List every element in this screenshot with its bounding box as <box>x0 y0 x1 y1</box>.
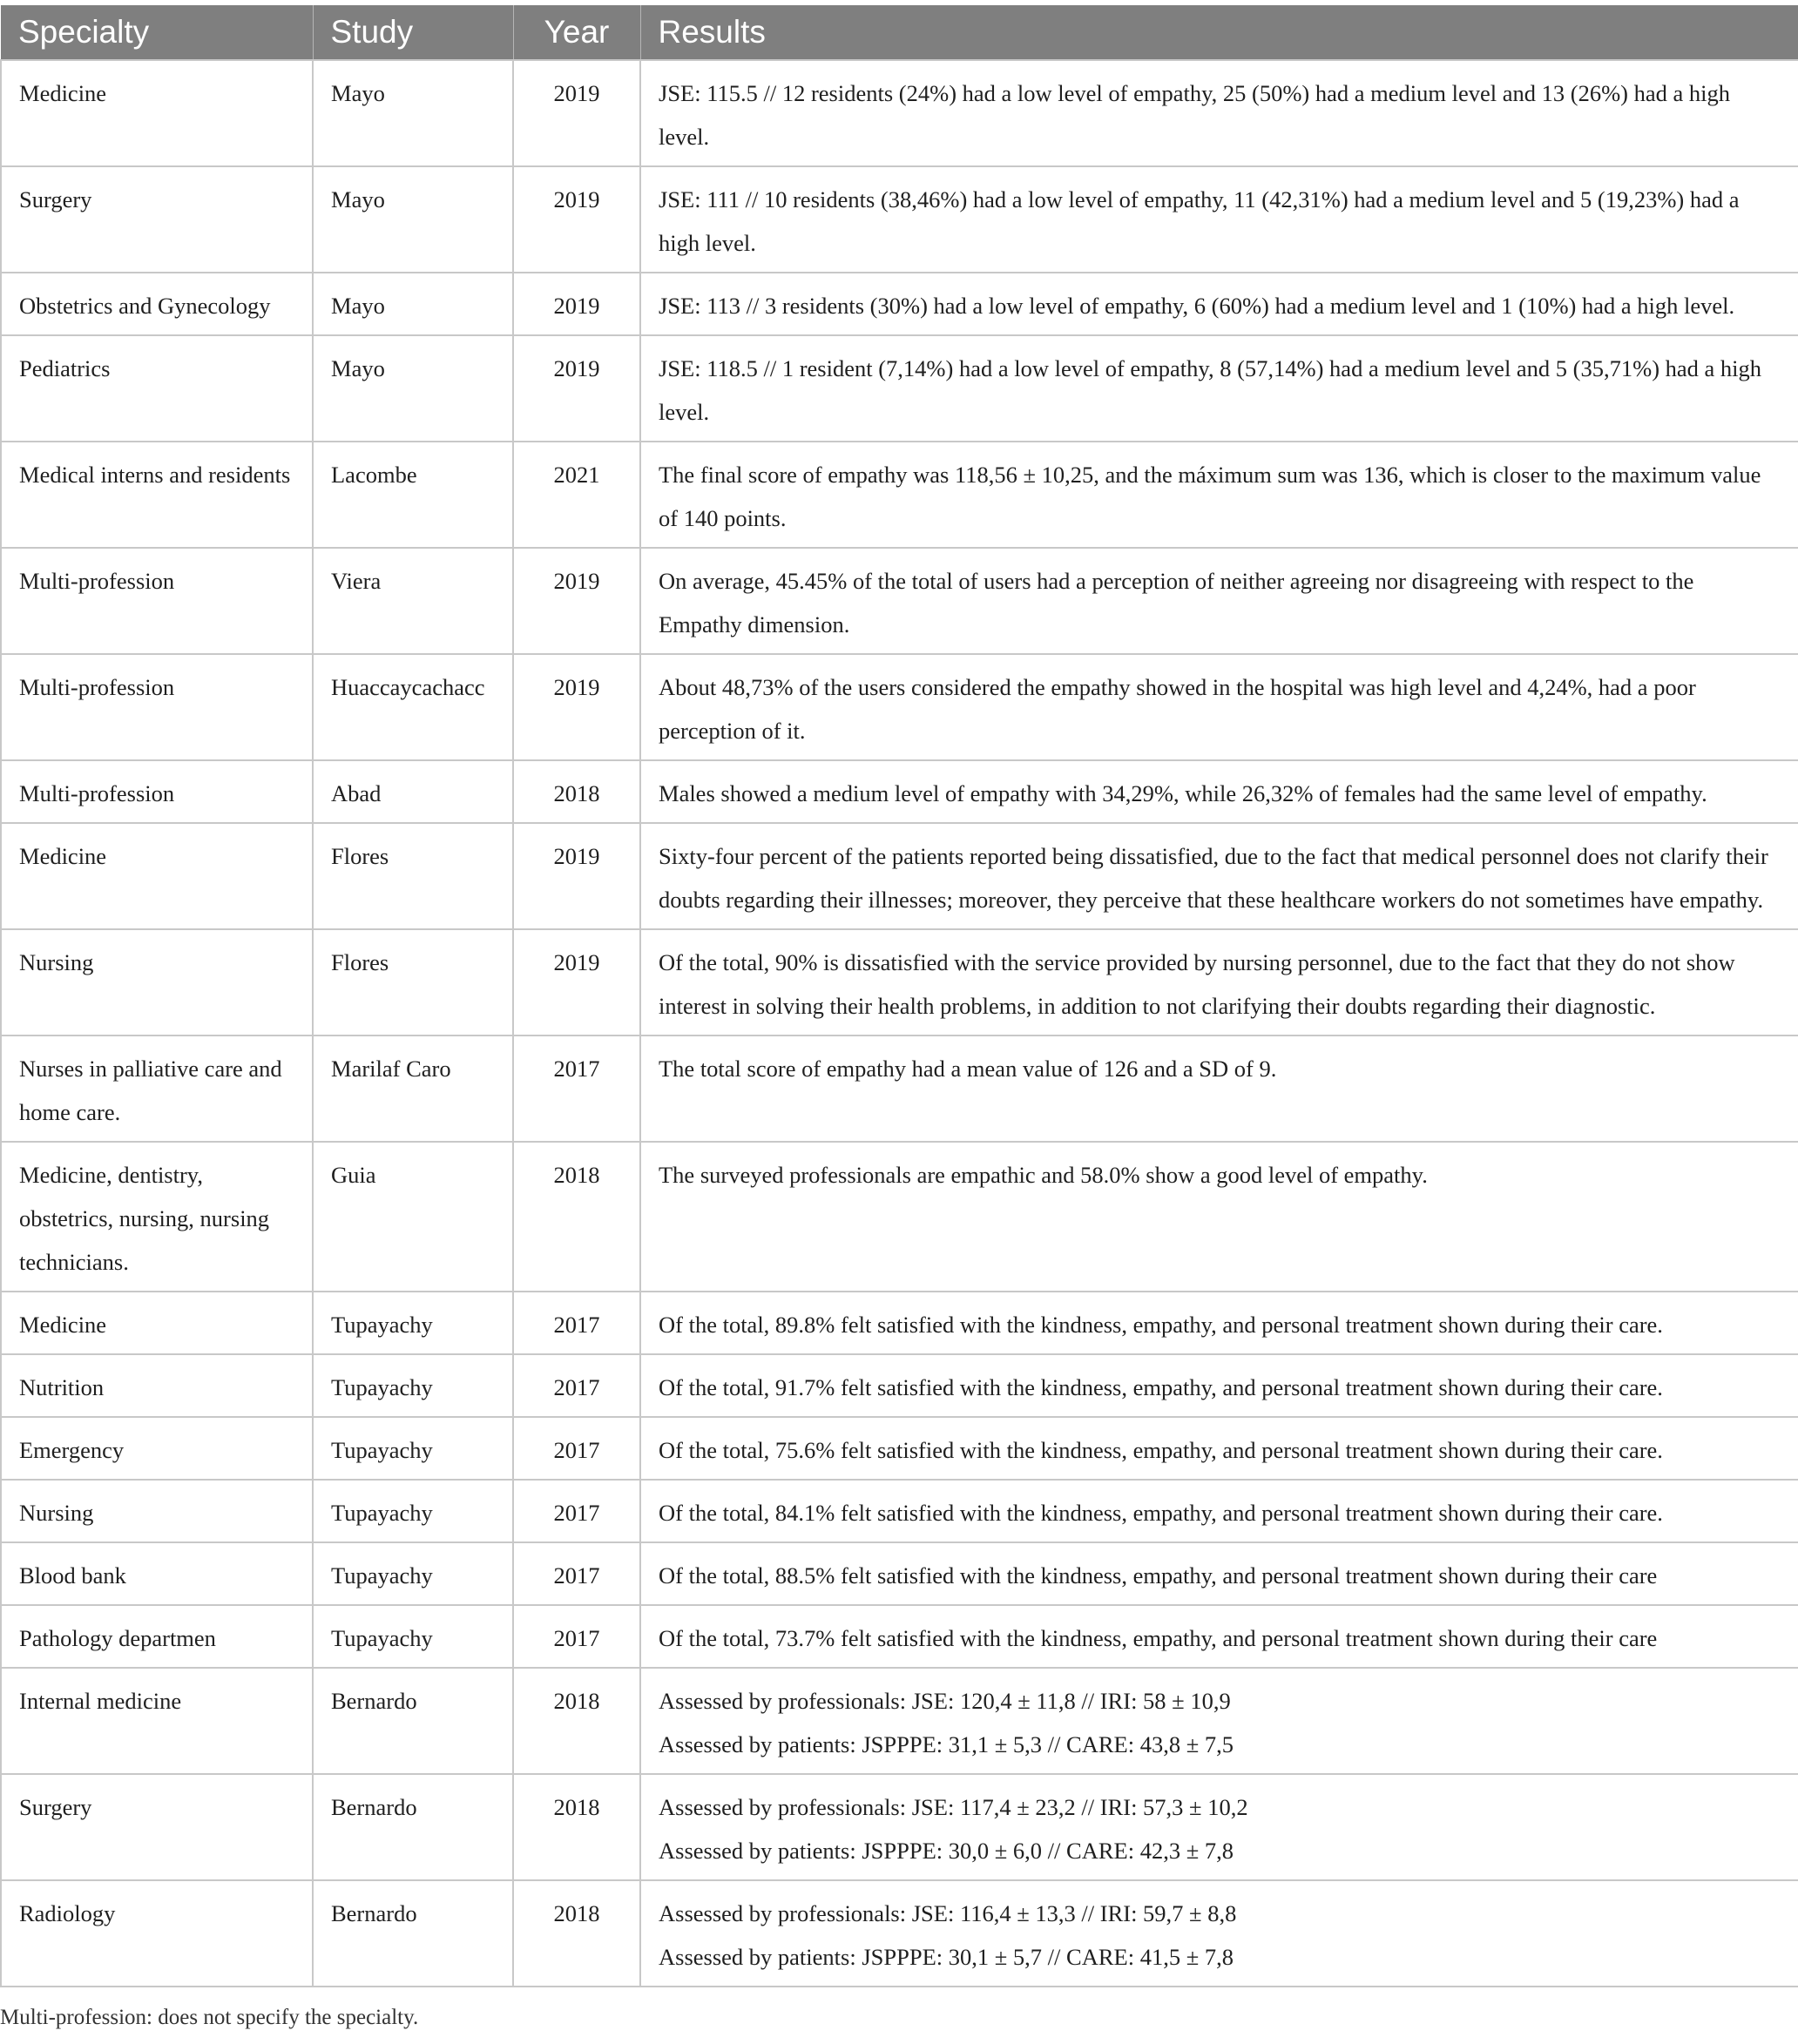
specialty-cell: Medical interns and residents <box>1 442 313 548</box>
results-line: The surveyed professionals are empathic and 58.0% show a good level of empathy. <box>659 1162 1428 1188</box>
results-line: Assessed by patients: JSPPPE: 30,1 ± 5,7 // CARE: 41,5 ± 7,8 <box>659 1944 1234 1970</box>
year-cell: 2019 <box>513 60 640 166</box>
results-table-container <box>0 5 1798 1987</box>
results-line: Assessed by patients: JSPPPE: 30,0 ± 6,0 // CARE: 42,3 ± 7,8 <box>659 1838 1234 1864</box>
results-line: Sixty-four percent of the patients reported being dissatisfied, due to the fact that medical personnel does not clarify their doubts regarding their illnesses; moreover, they perceive that these healthcare workers do not sometimes have empathy. <box>659 843 1768 913</box>
specialty-cell: Nursing <box>1 1480 313 1542</box>
study-cell: Guia <box>313 1142 513 1292</box>
results-line: The final score of empathy was 118,56 ± 10,25, and the máximum sum was 136, which is closer to the maximum value of 140 points. <box>659 462 1761 531</box>
table-row <box>1 335 1798 442</box>
table-row <box>1 1774 1798 1880</box>
results-line: Of the total, 73.7% felt satisfied with the kindness, empathy, and personal treatment shown during their care <box>659 1625 1658 1651</box>
specialty-cell: Internal medicine <box>1 1668 313 1774</box>
study-cell: Flores <box>313 929 513 1035</box>
results-cell <box>640 1668 1798 1774</box>
specialty-cell: Multi-profession <box>1 760 313 823</box>
results-line: Of the total, 89.8% felt satisfied with the kindness, empathy, and personal treatment shown during their care. <box>659 1312 1663 1338</box>
specialty-cell: Medicine <box>1 60 313 166</box>
results-line: Of the total, 75.6% felt satisfied with the kindness, empathy, and personal treatment shown during their care. <box>659 1437 1663 1463</box>
results-cell <box>640 1035 1798 1142</box>
header-year: Year <box>513 5 640 60</box>
table-row <box>1 1480 1798 1542</box>
year-cell: 2018 <box>513 760 640 823</box>
results-cell <box>640 929 1798 1035</box>
results-cell <box>640 335 1798 442</box>
table-row <box>1 1142 1798 1292</box>
table-row <box>1 273 1798 335</box>
specialty-cell: Pathology departmen <box>1 1605 313 1668</box>
results-cell <box>640 442 1798 548</box>
study-cell: Marilaf Caro <box>313 1035 513 1142</box>
table-row <box>1 1035 1798 1142</box>
results-line: JSE: 111 // 10 residents (38,46%) had a low level of empathy, 11 (42,31%) had a medium level and 5 (19,23%) had a high level. <box>659 186 1740 256</box>
table-header <box>1 5 1798 60</box>
study-cell: Bernardo <box>313 1774 513 1880</box>
specialty-cell: Surgery <box>1 1774 313 1880</box>
year-cell: 2018 <box>513 1142 640 1292</box>
results-line: JSE: 113 // 3 residents (30%) had a low level of empathy, 6 (60%) had a medium level and 1 (10%) had a high level. <box>659 293 1735 319</box>
results-cell <box>640 1774 1798 1880</box>
specialty-cell: Multi-profession <box>1 548 313 654</box>
table-row <box>1 1417 1798 1480</box>
results-line: JSE: 118.5 // 1 resident (7,14%) had a low level of empathy, 8 (57,14%) had a medium level and 5 (35,71%) had a high level. <box>659 355 1762 425</box>
results-line: Of the total, 84.1% felt satisfied with the kindness, empathy, and personal treatment shown during their care. <box>659 1500 1663 1526</box>
specialty-cell: Blood bank <box>1 1542 313 1605</box>
table-row <box>1 654 1798 760</box>
year-cell: 2019 <box>513 548 640 654</box>
results-cell <box>640 1880 1798 1987</box>
results-line: Of the total, 88.5% felt satisfied with the kindness, empathy, and personal treatment shown during their care <box>659 1562 1658 1589</box>
results-cell <box>640 1354 1798 1417</box>
results-cell <box>640 1142 1798 1292</box>
specialty-cell: Emergency <box>1 1417 313 1480</box>
table-row <box>1 760 1798 823</box>
table-row <box>1 1605 1798 1668</box>
header-results: Results <box>640 5 1798 60</box>
year-cell: 2017 <box>513 1292 640 1354</box>
results-line: Of the total, 90% is dissatisfied with the service provided by nursing personnel, due to the fact that they do not show interest in solving their health problems, in addition to not clarifying their doubts regarding their diagnostic. <box>659 949 1735 1019</box>
study-cell: Mayo <box>313 60 513 166</box>
results-cell <box>640 273 1798 335</box>
table-row <box>1 1880 1798 1987</box>
results-cell <box>640 1480 1798 1542</box>
year-cell: 2019 <box>513 823 640 929</box>
study-cell: Tupayachy <box>313 1417 513 1480</box>
year-cell: 2017 <box>513 1542 640 1605</box>
table-row <box>1 548 1798 654</box>
table-footnote: Multi-profession: does not specify the specialty. <box>0 2006 419 2029</box>
specialty-cell: Radiology <box>1 1880 313 1987</box>
results-cell <box>640 166 1798 273</box>
header-specialty: Specialty <box>1 5 313 60</box>
year-cell: 2017 <box>513 1480 640 1542</box>
year-cell: 2017 <box>513 1354 640 1417</box>
year-cell: 2021 <box>513 442 640 548</box>
results-cell <box>640 1292 1798 1354</box>
table-row <box>1 823 1798 929</box>
table-row <box>1 1292 1798 1354</box>
study-cell: Bernardo <box>313 1880 513 1987</box>
specialty-cell: Medicine <box>1 823 313 929</box>
study-cell: Tupayachy <box>313 1542 513 1605</box>
header-study: Study <box>313 5 513 60</box>
table-row <box>1 442 1798 548</box>
results-line: Assessed by professionals: JSE: 120,4 ± 11,8 // IRI: 58 ± 10,9 <box>659 1688 1231 1714</box>
results-cell <box>640 760 1798 823</box>
study-cell: Abad <box>313 760 513 823</box>
study-cell: Tupayachy <box>313 1605 513 1668</box>
results-line: JSE: 115.5 // 12 residents (24%) had a low level of empathy, 25 (50%) had a medium level and 13 (26%) had a high level. <box>659 80 1730 150</box>
specialty-cell: Nurses in palliative care and home care. <box>1 1035 313 1142</box>
table-row <box>1 929 1798 1035</box>
year-cell: 2017 <box>513 1035 640 1142</box>
results-cell <box>640 823 1798 929</box>
specialty-cell: Nutrition <box>1 1354 313 1417</box>
results-line: The total score of empathy had a mean value of 126 and a SD of 9. <box>659 1056 1277 1082</box>
study-cell: Flores <box>313 823 513 929</box>
results-line: Assessed by professionals: JSE: 117,4 ± 23,2 // IRI: 57,3 ± 10,2 <box>659 1794 1248 1820</box>
results-table <box>0 5 1798 1987</box>
specialty-cell: Obstetrics and Gynecology <box>1 273 313 335</box>
study-cell: Mayo <box>313 273 513 335</box>
year-cell: 2017 <box>513 1417 640 1480</box>
specialty-cell: Pediatrics <box>1 335 313 442</box>
year-cell: 2018 <box>513 1774 640 1880</box>
results-line: On average, 45.45% of the total of users had a perception of neither agreeing nor disagreeing with respect to the Empathy dimension. <box>659 568 1694 637</box>
table-row <box>1 1354 1798 1417</box>
study-cell: Mayo <box>313 166 513 273</box>
study-cell: Lacombe <box>313 442 513 548</box>
specialty-cell: Medicine <box>1 1292 313 1354</box>
study-cell: Bernardo <box>313 1668 513 1774</box>
results-line: Males showed a medium level of empathy with 34,29%, while 26,32% of females had the same level of empathy. <box>659 780 1707 806</box>
table-row <box>1 60 1798 166</box>
results-cell <box>640 548 1798 654</box>
results-cell <box>640 1605 1798 1668</box>
study-cell: Mayo <box>313 335 513 442</box>
study-cell: Tupayachy <box>313 1480 513 1542</box>
year-cell: 2018 <box>513 1668 640 1774</box>
study-cell: Tupayachy <box>313 1292 513 1354</box>
study-cell: Tupayachy <box>313 1354 513 1417</box>
year-cell: 2019 <box>513 166 640 273</box>
results-line: Of the total, 91.7% felt satisfied with the kindness, empathy, and personal treatment shown during their care. <box>659 1374 1663 1400</box>
results-cell <box>640 60 1798 166</box>
study-cell: Huaccaycachacc <box>313 654 513 760</box>
results-line: About 48,73% of the users considered the empathy showed in the hospital was high level and 4,24%, had a poor perception of it. <box>659 674 1696 744</box>
specialty-cell: Surgery <box>1 166 313 273</box>
results-line: Assessed by patients: JSPPPE: 31,1 ± 5,3 // CARE: 43,8 ± 7,5 <box>659 1731 1234 1757</box>
year-cell: 2017 <box>513 1605 640 1668</box>
study-cell: Viera <box>313 548 513 654</box>
results-cell <box>640 654 1798 760</box>
year-cell: 2019 <box>513 335 640 442</box>
year-cell: 2019 <box>513 654 640 760</box>
specialty-cell: Medicine, dentistry, obstetrics, nursing, nursing technicians. <box>1 1142 313 1292</box>
results-cell <box>640 1417 1798 1480</box>
year-cell: 2018 <box>513 1880 640 1987</box>
results-cell <box>640 1542 1798 1605</box>
results-line: Assessed by professionals: JSE: 116,4 ± 13,3 // IRI: 59,7 ± 8,8 <box>659 1900 1237 1926</box>
table-row <box>1 1542 1798 1605</box>
table-row <box>1 166 1798 273</box>
year-cell: 2019 <box>513 929 640 1035</box>
header-row <box>1 5 1798 60</box>
table-body <box>1 60 1798 1987</box>
specialty-cell: Nursing <box>1 929 313 1035</box>
specialty-cell: Multi-profession <box>1 654 313 760</box>
year-cell: 2019 <box>513 273 640 335</box>
table-row <box>1 1668 1798 1774</box>
